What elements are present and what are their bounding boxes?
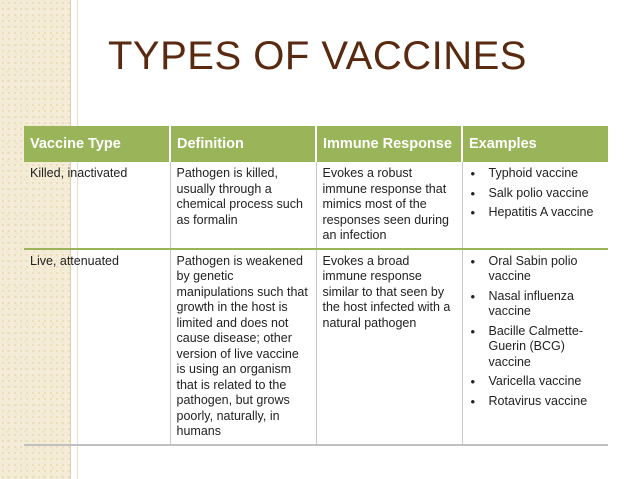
- cell-vaccine-type: Killed, inactivated: [24, 162, 170, 249]
- cell-definition: Pathogen is killed, usually through a chemical process such as formalin: [170, 162, 316, 249]
- vaccine-types-table: [24, 126, 608, 446]
- header-examples: Examples: [462, 126, 608, 162]
- header-definition: Definition: [170, 126, 316, 162]
- list-item: • Bacille Calmette-Guerin (BCG) vaccine: [489, 324, 603, 371]
- cell-immune-response: Evokes a broad immune response similar to that seen by the host infected with a natural pathogen: [316, 249, 462, 445]
- list-item: • Typhoid vaccine: [489, 166, 603, 182]
- cell-examples: [462, 162, 608, 249]
- examples-list: [469, 254, 603, 410]
- header-vaccine-type: Vaccine Type: [24, 126, 170, 162]
- list-item: • Rotavirus vaccine: [489, 394, 603, 410]
- table-row: [24, 249, 608, 445]
- list-item: • Varicella vaccine: [489, 374, 603, 390]
- slide-title: TYPES OF VACCINES: [108, 34, 527, 78]
- list-item: • Oral Sabin polio vaccine: [489, 254, 603, 285]
- cell-immune-response: Evokes a robust immune response that mimics most of the responses seen during an infection: [316, 162, 462, 249]
- examples-list: [469, 166, 603, 221]
- list-item: • Nasal influenza vaccine: [489, 289, 603, 320]
- table-header-row: [24, 126, 608, 162]
- list-item: • Salk polio vaccine: [489, 186, 603, 202]
- table-row: [24, 162, 608, 249]
- cell-examples: [462, 249, 608, 445]
- list-item: • Hepatitis A vaccine: [489, 205, 603, 221]
- header-immune-response: Immune Response: [316, 126, 462, 162]
- cell-vaccine-type: Live, attenuated: [24, 249, 170, 445]
- cell-definition: Pathogen is weakened by genetic manipulations such that growth in the host is limited and does not cause disease; other version of live vaccine is using an organism that is related to the pathogen, but grows poorly, naturally, in humans: [170, 249, 316, 445]
